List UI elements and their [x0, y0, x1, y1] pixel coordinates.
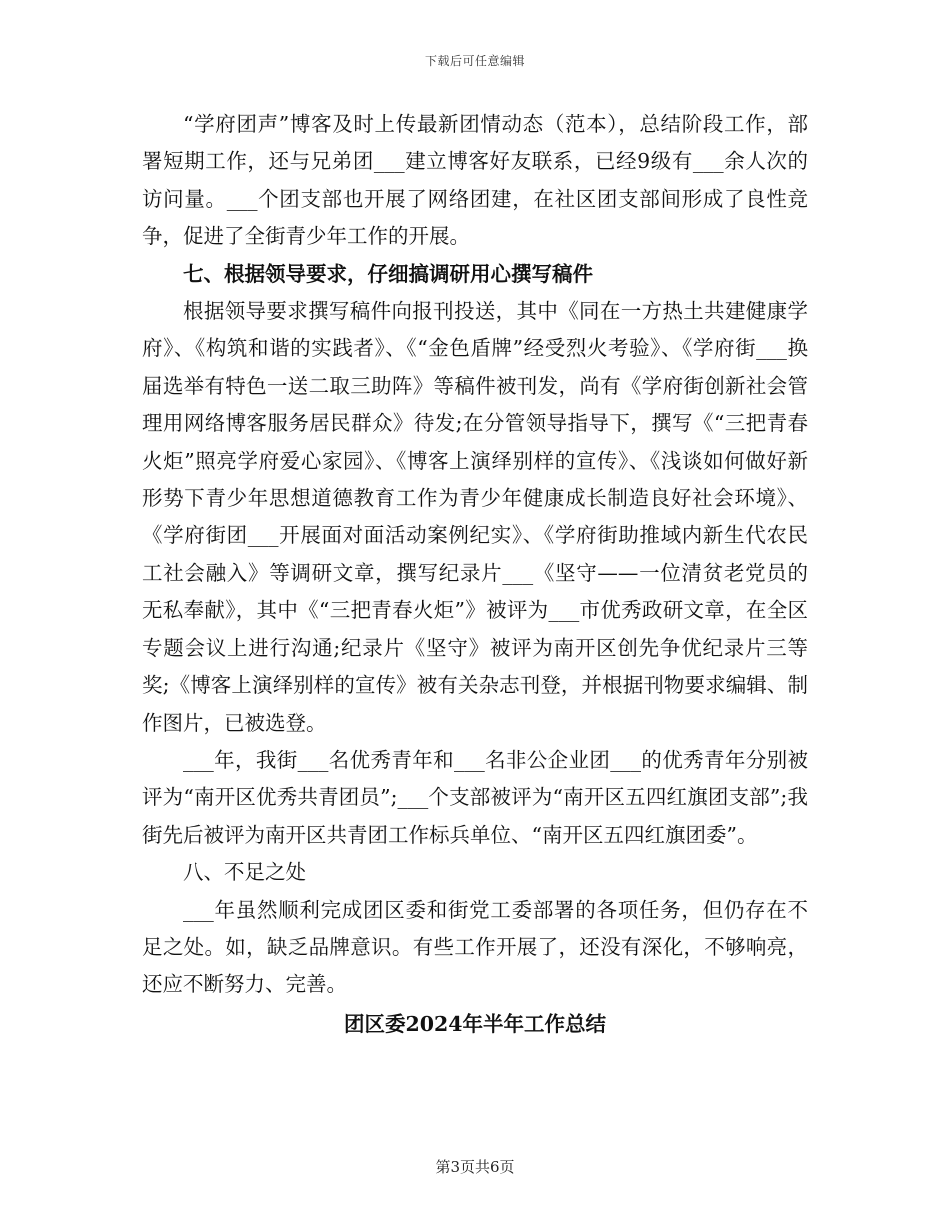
paragraph-shortcomings: ___年虽然顺利完成团区委和街党工委部署的各项任务，但仍存在不足之处。如，缺乏品牌意识。有些工作开展了，还没有深化，不够响亮，还应不断努力、完善。 [142, 897, 808, 997]
section-heading-eight: 八、不足之处 [183, 860, 306, 885]
paragraph-awards: ___年，我街___名优秀青年和___名非公企业团___的优秀青年分别被评为“南开区优秀共青团员”;___个支部被评为“南开区五四红旗团支部”;我街先后被评为南开区共青团工作标兵单位、“南开区五四红旗团委”。 [142, 747, 808, 847]
next-document-title: 团区委2024年半年工作总结 [343, 1011, 607, 1036]
paragraph-manuscripts: 根据领导要求撰写稿件向报刊投送，其中《同在一方热土共建健康学府》、《构筑和谐的实践者》、《“金色盾牌”经受烈火考验》、《学府街___换届选举有特色一送二取三助阵》等稿件被刊发，尚有《学府街创新社会管理用网络博客服务居民群众》待发;在分管领导指导下，撰写《“三把青春火炬”照亮学府爱心家园》、《博客上演绎别样的宣传》、《浅谈如何做好新形势下青少年思想道德教育工作为青少年健康成长制造良好社会环境》、《学府街团___开展面对面活动案例纪实》、《学府街助推域内新生代农民工社会融入》等调研文章，撰写纪录片___《坚守——一位清贫老党员的无私奉献》，其中《“三把青春火炬”》被评为___市优秀政研文章，在全区专题会议上进行沟通;纪录片《坚守》被评为南开区创先争优纪录片三等奖;《博客上演绎别样的宣传》被有关杂志刊登，并根据刊物要求编辑、制作图片，已被选登。 [142, 299, 808, 735]
document-body [142, 106, 808, 1043]
section-heading-seven: 七、根据领导要求，仔细搞调研用心撰写稿件 [183, 261, 593, 286]
page-number-footer: 第3页共6页 [435, 1158, 515, 1176]
paragraph-blog-update: “学府团声”博客及时上传最新团情动态（范本），总结阶段工作，部署短期工作，还与兄弟团___建立博客好友联系，已经9级有___余人次的访问量。___个团支部也开展了网络团建，在社区团支部间形成了良性竞争，促进了全街青少年工作的开展。 [142, 112, 808, 249]
page-header-note: 下载后可任意编辑 [424, 54, 525, 68]
